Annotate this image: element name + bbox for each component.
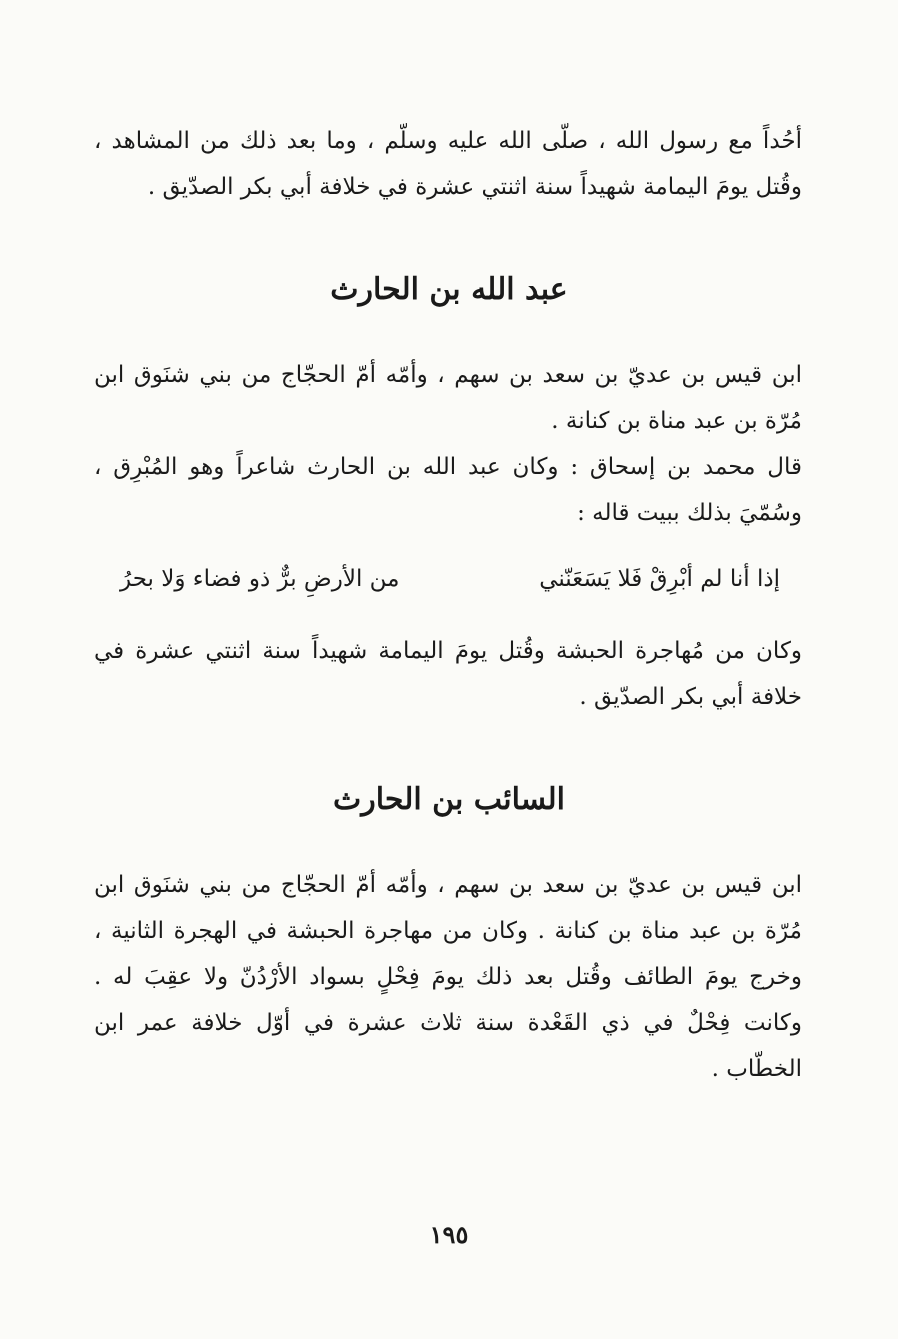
- verse-first-hemistich: إذا أنا لم أبْرِقْ فَلا يَسَعَنّني: [539, 566, 780, 592]
- verse-second-hemistich: من الأرضِ برٌّ ذو فضاء وَلا بحرُ: [120, 566, 400, 592]
- body-paragraph-saib: ابن قيس بن عديّ بن سعد بن سهم ، وأمّه أمّ الحجّاج من بني شنَوق ابن مُرّة بن عبد مناة بن كنانة . وكان من مهاجرة الحبشة في الهجرة الثانية ، وخرج يومَ الطائف وقُتل بعد ذلك يومَ فِحْلٍ بسواد الأرْدُنّ ولا عقِبَ له . وكانت فِحْلٌ في ذي القَعْدة سنة ثلاث عشرة في أوّل خلافة عمر ابن الخطّاب .: [94, 872, 802, 1082]
- section-heading-saib: السائب بن الحارث: [333, 782, 565, 817]
- intro-paragraph: أحُداً مع رسول الله ، صلّى الله عليه وسلّم ، وما بعد ذلك من المشاهد ، وقُتل يومَ اليمامة شهيداً سنة اثنتي عشرة في خلافة أبي بكر الصدّيق .: [94, 128, 802, 200]
- page-number: ١٩٥: [429, 1220, 469, 1249]
- poetry-verse: [120, 556, 780, 602]
- lineage-paragraph-abdullah: ابن قيس بن عديّ بن سعد بن سهم ، وأمّه أمّ الحجّاج من بني شنَوق ابن مُرّة بن عبد مناة بن كنانة .: [94, 362, 802, 434]
- quote-intro-paragraph: قال محمد بن إسحاق : وكان عبد الله بن الحارث شاعراً وهو المُبْرِق ، وسُمّيَ بذلك ببيت قاله :: [94, 454, 802, 526]
- closing-paragraph-abdullah: وكان من مُهاجرة الحبشة وقُتل يومَ اليمامة شهيداً سنة اثنتي عشرة في خلافة أبي بكر الصدّيق .: [94, 638, 802, 710]
- section-heading-abdullah: عبد الله بن الحارث: [330, 272, 568, 307]
